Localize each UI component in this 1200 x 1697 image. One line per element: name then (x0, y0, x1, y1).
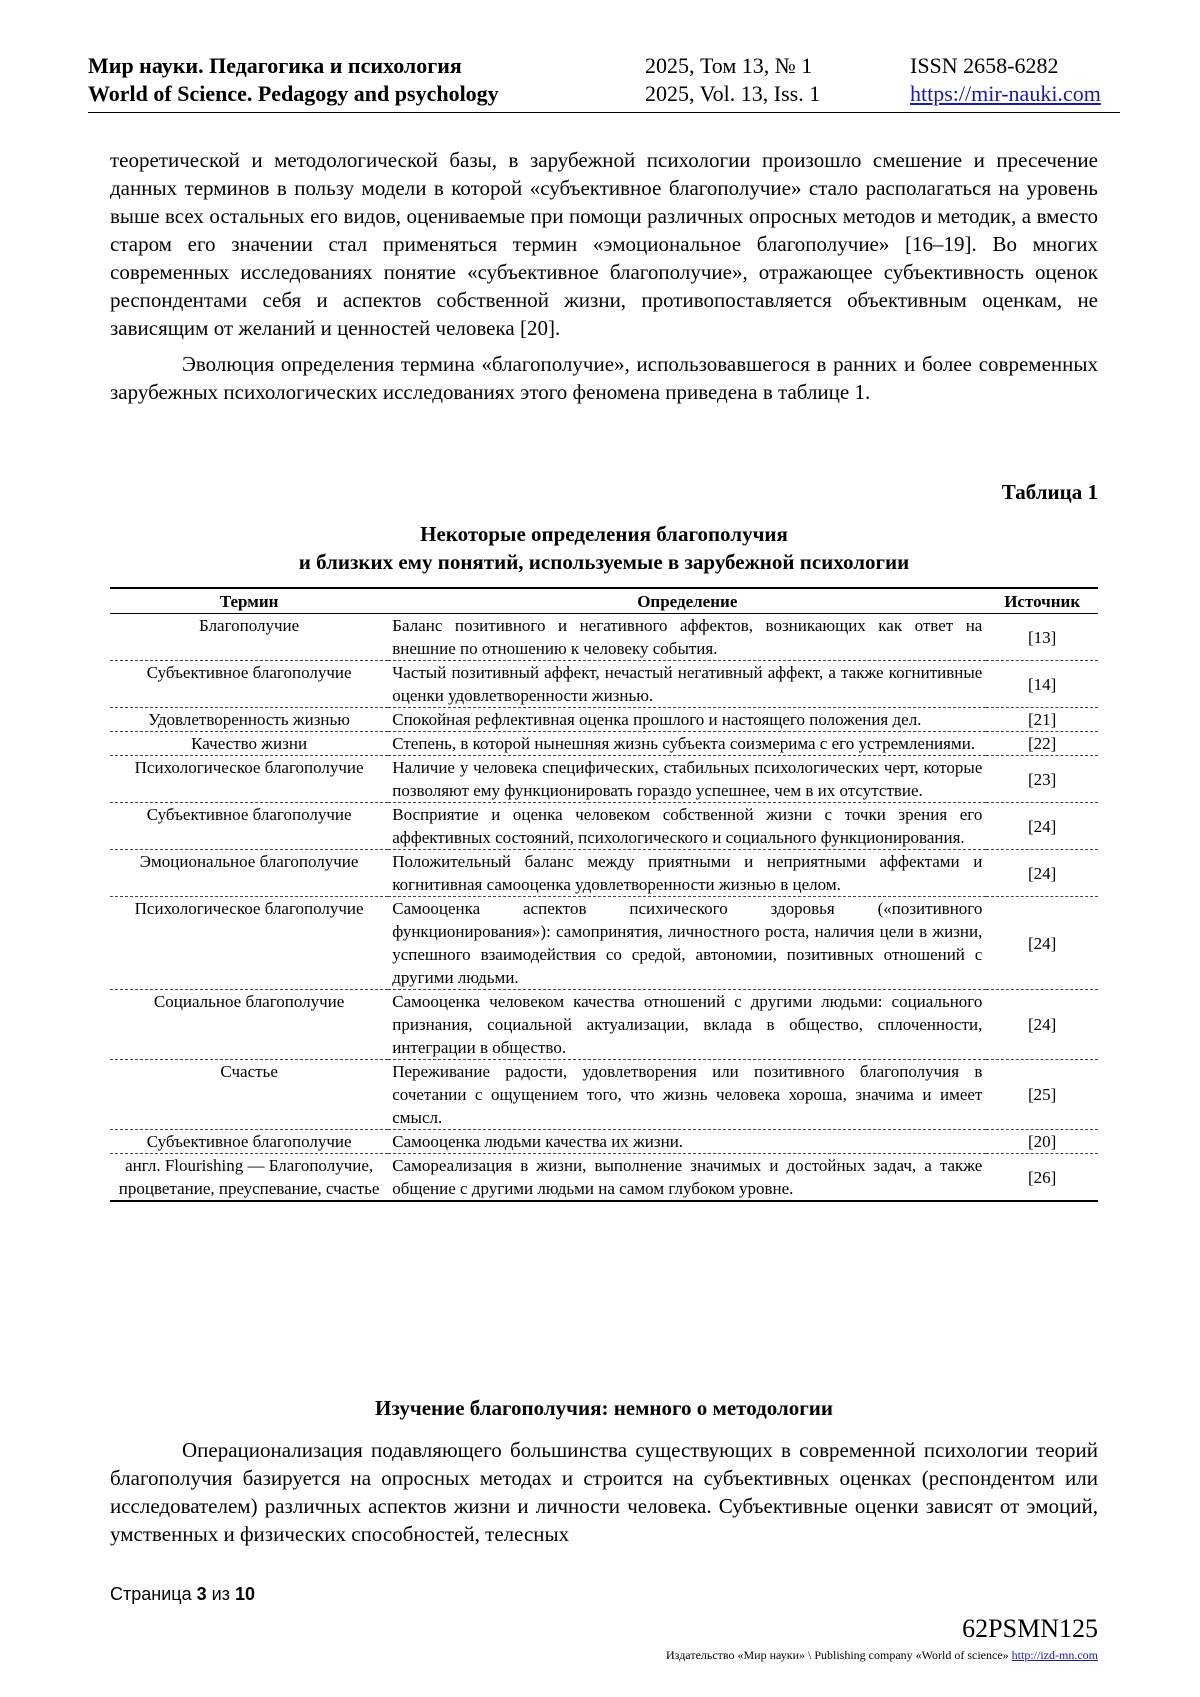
table-row (110, 732, 1098, 756)
publisher-text: Издательство «Мир науки» \ Publishing company «World of science» (666, 1648, 1009, 1662)
table-title-line1: Некоторые определения благополучия (420, 522, 788, 546)
issue-en: 2025, Vol. 13, Iss. 1 (645, 81, 821, 106)
definition-cell: Наличие у человека специфических, стабильных психологических черт, которые позволяют ему функционировать гораздо успешнее, чем в их отсутствие. (388, 756, 986, 803)
table-title-line2: и близких ему понятий, используемые в зарубежной психологии (298, 550, 910, 574)
table-row (110, 1060, 1098, 1130)
term-cell: Субъективное благополучие (110, 661, 388, 708)
journal-title-en: World of Science. Pedagogy and psychology (88, 81, 499, 106)
column-header-term: Термин (110, 588, 388, 614)
column-header-source: Источник (986, 588, 1098, 614)
definition-cell: Частый позитивный аффект, нечастый негативный аффект, а также когнитивные оценки удовлетворенности жизнью. (388, 661, 986, 708)
term-cell: Психологическое благополучие (110, 897, 388, 990)
table-header-row (110, 588, 1098, 614)
definition-cell: Самореализация в жизни, выполнение значимых и достойных задач, а также общение с другими людьми на самом глубоком уровне. (388, 1154, 986, 1202)
issue-info (645, 52, 820, 108)
table-row (110, 897, 1098, 990)
table-label: Таблица 1 (1001, 480, 1098, 504)
paragraph-2: Эволюция определения термина «благополучие», использовавшегося в ранних и более современных зарубежных психологических исследованиях этого феномена приведена в таблице 1. (110, 352, 1098, 404)
source-cell: [23] (986, 756, 1098, 803)
source-cell: [24] (986, 897, 1098, 990)
page-current: 3 (196, 1584, 207, 1604)
definition-cell: Переживание радости, удовлетворения или позитивного благополучия в сочетании с ощущением того, что жизнь человека хороша, значима и имеет смысл. (388, 1060, 986, 1130)
table-row (110, 850, 1098, 897)
issn: ISSN 2658-6282 (910, 53, 1059, 78)
source-cell: [13] (986, 614, 1098, 661)
table-row (110, 708, 1098, 732)
term-cell: Счастье (110, 1060, 388, 1130)
publisher-url-link[interactable]: http://izd-mn.com (1011, 1648, 1098, 1662)
page-total: 10 (234, 1584, 255, 1604)
definition-cell: Баланс позитивного и негативного аффектов, возникающих как ответ на внешние по отношению к человеку события. (388, 614, 986, 661)
term-cell: Эмоциональное благополучие (110, 850, 388, 897)
table-row (110, 803, 1098, 850)
definition-cell: Самооценка человеком качества отношений с другими людьми: социального признания, социальной актуализации, вклада в общество, сплоченности, интеграции в общество. (388, 990, 986, 1060)
source-cell: [24] (986, 850, 1098, 897)
page-mid: из (211, 1584, 230, 1604)
page-number (110, 1584, 255, 1605)
body-text-bottom (110, 1436, 1098, 1548)
paragraph-1: теоретической и методологической базы, в зарубежной психологии произошло смешение и пресечение данных терминов в пользу модели в которой «субъективное благополучие» стало располагаться на уровень выше всех остальных его видов, оцениваемые при помощи различных опросных методов и методик, а вместо старом его значении стал применяться термин «эмоциональное благополучие» [16–19]. Во многих современных исследованиях понятие «субъективное благополучие», отражающее субъективность оценок респондентами себя и аспектов собственной жизни, противопоставляется объективным оценкам, не зависящим от желаний и ценностей человека [20]. (110, 148, 1098, 340)
body-text-top (110, 146, 1098, 406)
page-prefix: Страница (110, 1584, 192, 1604)
source-cell: [20] (986, 1130, 1098, 1154)
issn-block (910, 52, 1101, 108)
source-cell: [21] (986, 708, 1098, 732)
page-header (88, 52, 1120, 113)
table-title (110, 520, 1098, 576)
term-cell: Качество жизни (110, 732, 388, 756)
table-row (110, 614, 1098, 661)
term-cell: Удовлетворенность жизнью (110, 708, 388, 732)
term-cell: Благополучие (110, 614, 388, 661)
term-cell: англ. Flourishing — Благополучие, процветание, преуспевание, счастье (110, 1154, 388, 1202)
term-cell: Субъективное благополучие (110, 803, 388, 850)
paragraph-3: Операционализация подавляющего большинства существующих в современной психологии теорий благополучия базируется на опросных методах и строится на субъективных оценках (респондентом или исследователем) различных аспектов жизни и личности человека. Субъективные оценки зависят от эмоций, умственных и физических способностей, телесных (110, 1438, 1098, 1546)
table-row (110, 990, 1098, 1060)
journal-title (88, 52, 499, 108)
source-cell: [22] (986, 732, 1098, 756)
publisher-line (666, 1648, 1098, 1663)
term-cell: Психологическое благополучие (110, 756, 388, 803)
table-row (110, 1130, 1098, 1154)
section-title: Изучение благополучия: немного о методологии (375, 1396, 833, 1420)
term-cell: Субъективное благополучие (110, 1130, 388, 1154)
table-row (110, 756, 1098, 803)
term-cell: Социальное благополучие (110, 990, 388, 1060)
journal-title-ru: Мир науки. Педагогика и психология (88, 53, 462, 78)
definition-cell: Самооценка людьми качества их жизни. (388, 1130, 986, 1154)
definition-cell: Положительный баланс между приятными и неприятными аффектами и когнитивная самооценка удовлетворенности жизнью в целом. (388, 850, 986, 897)
source-cell: [24] (986, 990, 1098, 1060)
source-cell: [25] (986, 1060, 1098, 1130)
table-row (110, 1154, 1098, 1202)
column-header-definition: Определение (388, 588, 986, 614)
article-code: 62PSMN125 (962, 1614, 1098, 1643)
definitions-table (110, 587, 1098, 1202)
table-row (110, 661, 1098, 708)
source-cell: [24] (986, 803, 1098, 850)
issue-ru: 2025, Том 13, № 1 (645, 53, 813, 78)
definition-cell: Восприятие и оценка человеком собственной жизни с точки зрения его аффективных состояний, психологического и социального функционирования. (388, 803, 986, 850)
definition-cell: Самооценка аспектов психического здоровья («позитивного функционирования»): самопринятия, личностного роста, наличия цели в жизни, успешного взаимодействия со средой, автономии, позитивных отношений с другими людьми. (388, 897, 986, 990)
definition-cell: Спокойная рефлективная оценка прошлого и настоящего положения дел. (388, 708, 986, 732)
source-cell: [14] (986, 661, 1098, 708)
journal-url-link[interactable]: https://mir-nauki.com (910, 81, 1101, 106)
definition-cell: Степень, в которой нынешняя жизнь субъекта соизмерима с его устремлениями. (388, 732, 986, 756)
source-cell: [26] (986, 1154, 1098, 1202)
